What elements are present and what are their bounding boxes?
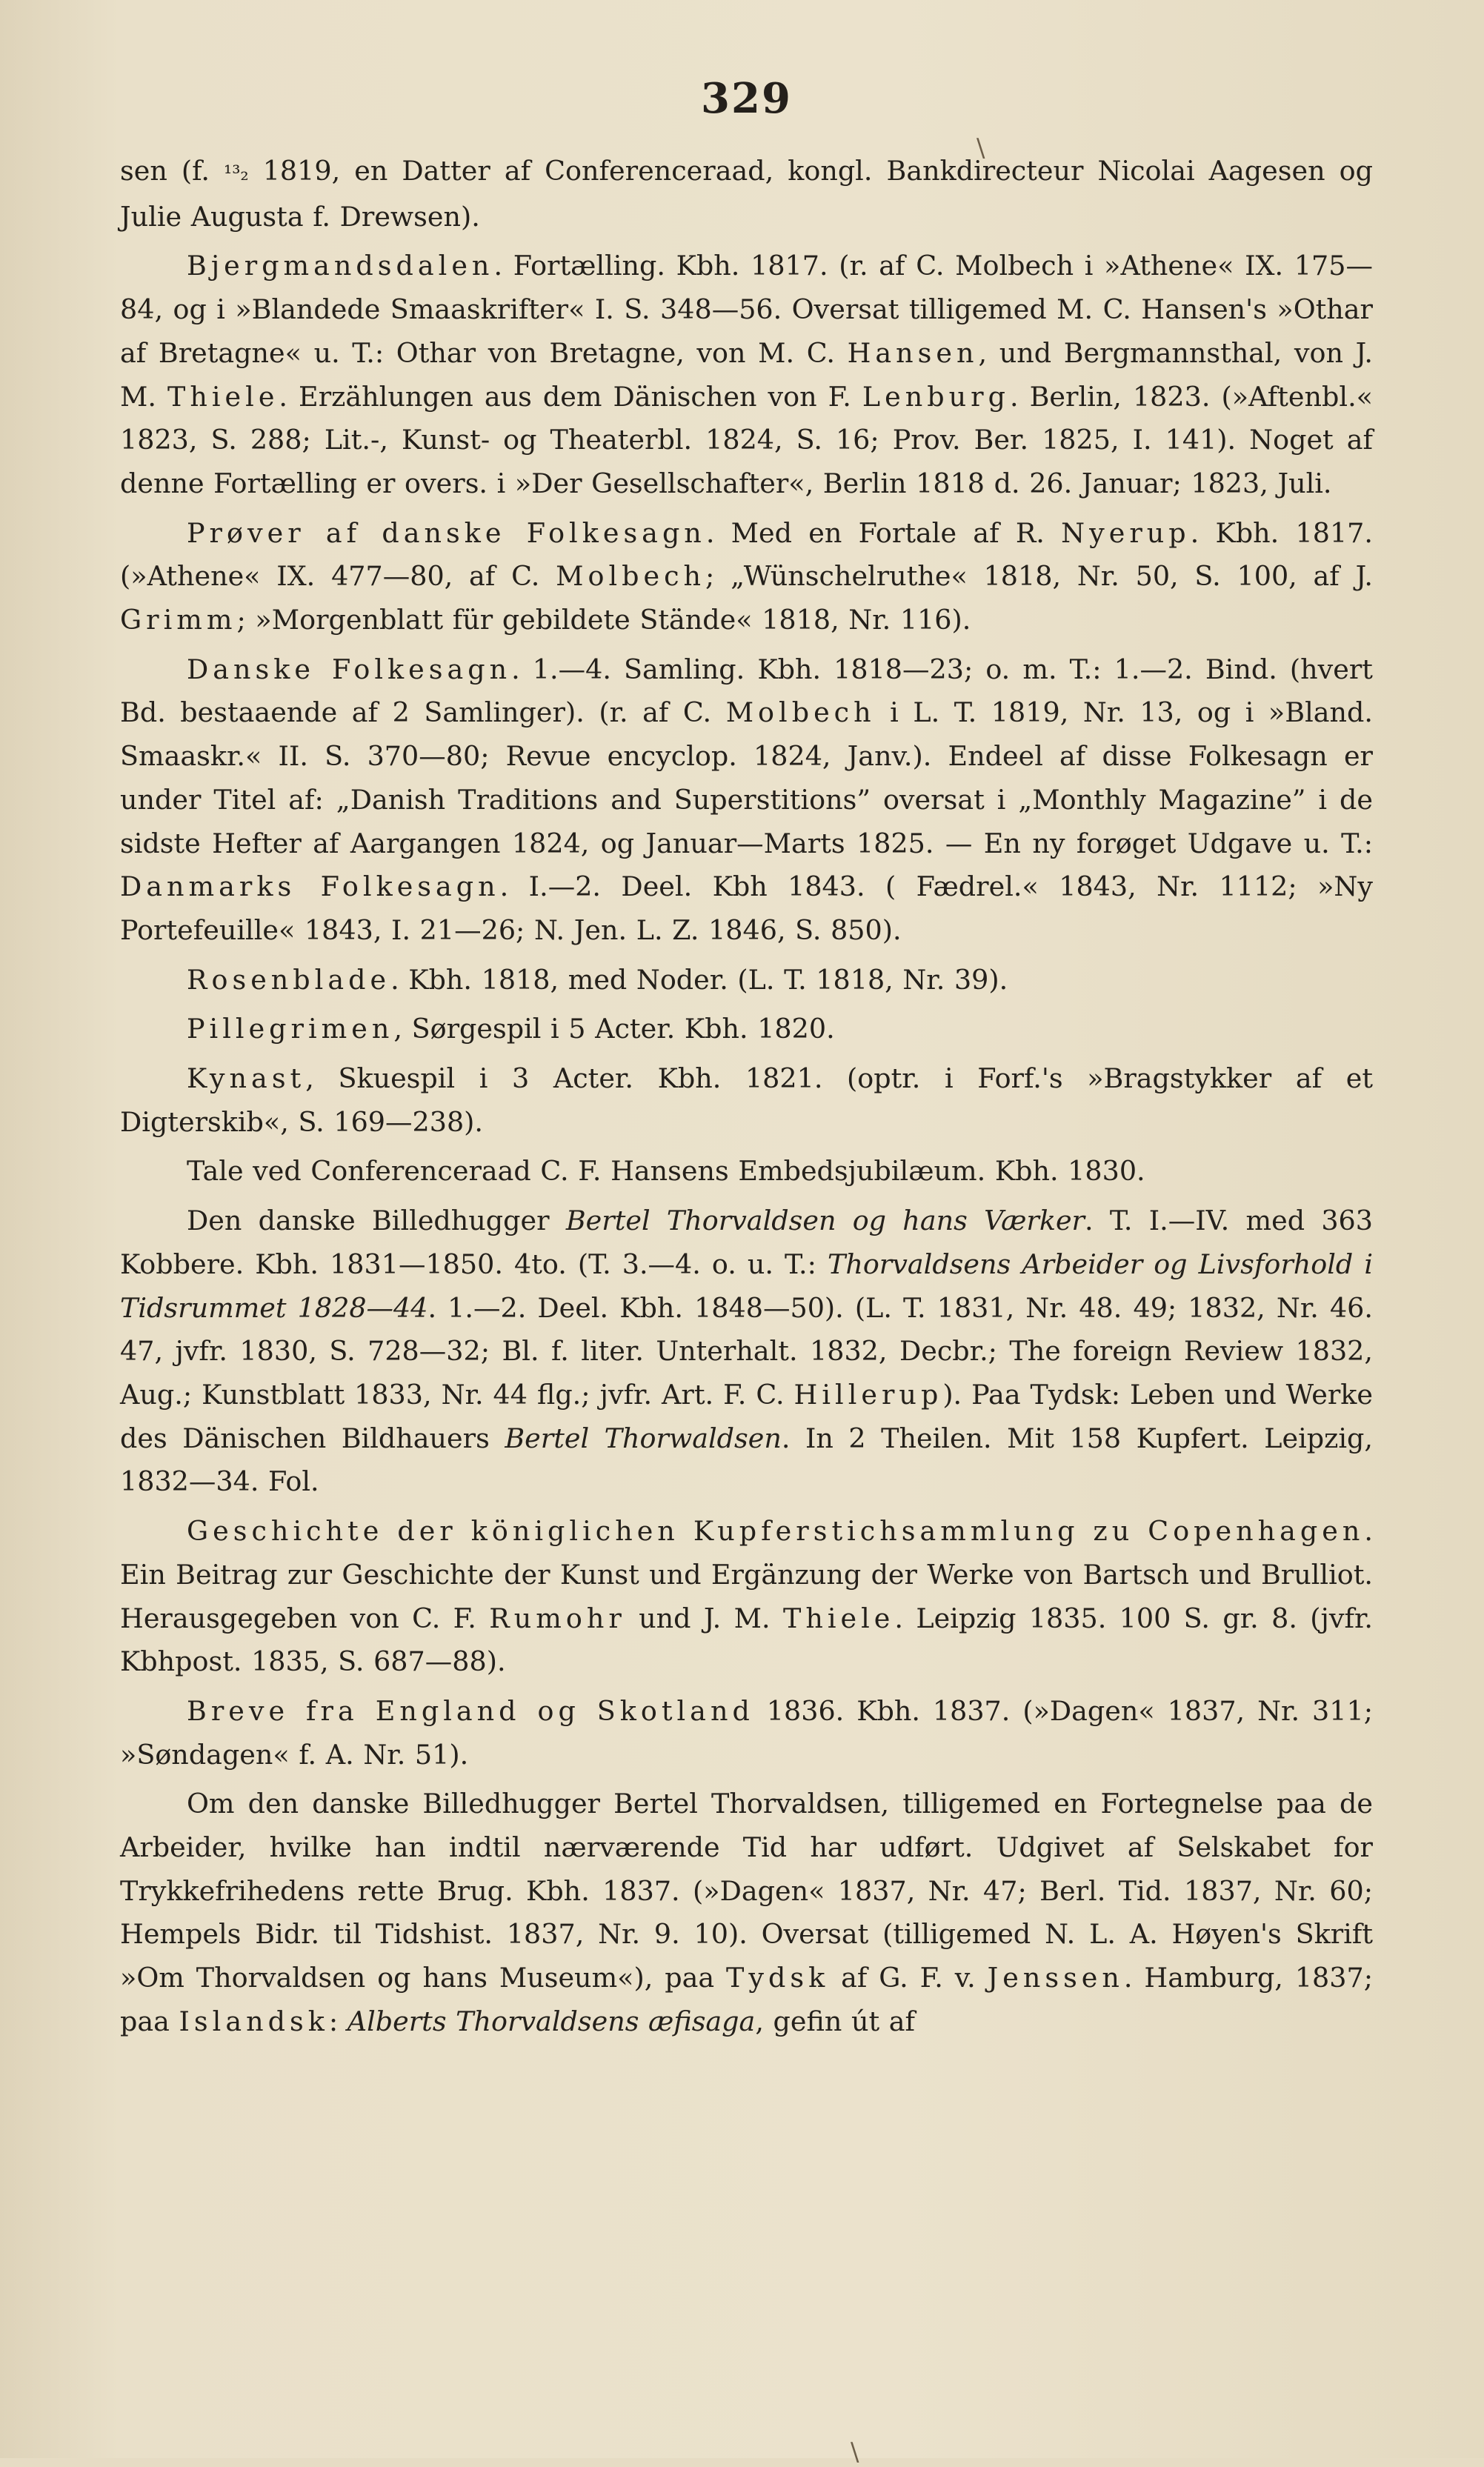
entry-text: , und Bergmannsthal, von J. M.: [120, 336, 1374, 413]
spaced-title: Jenssen: [987, 1962, 1124, 1994]
spaced-title: Thiele: [167, 380, 279, 413]
bibliography-entry: [120, 648, 1373, 953]
entry-text: af G. F. v.: [829, 1962, 988, 1994]
entry-text: . Ein Beitrag zur Geschichte der Kunst und Ergänzung der Werke von Bartsch und Brulliot. Herausgegeben von C. F.: [120, 1515, 1373, 1634]
entry-text: 1836. Kbh. 1837. (»Dagen« 1837, Nr. 311; »Søndagen« f. A. Nr. 51).: [120, 1694, 1373, 1771]
spaced-title: Islandsk: [179, 2005, 329, 2037]
entry-text: . Med en Fortale af R.: [705, 516, 1062, 549]
entry-text: . 1.—2. Deel. Kbh. 1848—50). (L. T. 1831, Nr. 48. 49; 1832, Nr. 46. 47, jvfr. 1830, S. 728—32; Bl. f. liter. Unterhalt. 1832, Decbr.; The foreign Review 1832, Aug.; Kunstblatt 1833, Nr. 44 flg.; jvfr. Art. F. C.: [120, 1291, 1373, 1411]
entry-text: Den danske Billedhugger: [187, 1205, 566, 1237]
bibliography-entry: [120, 959, 1373, 1002]
entry-text: Tale ved Conferenceraad C. F. Hansens Embedsjubilæum. Kbh. 1830.: [187, 1155, 1145, 1188]
italic-title: Thorvaldsens Arbeider og Livsforhold i Tidsrummet 1828—44: [120, 1248, 1374, 1324]
spaced-title: Grimm: [120, 604, 237, 636]
entry-text: und J. M.: [625, 1602, 783, 1634]
bibliography-entries: [120, 150, 1373, 2044]
spaced-title: Kynast: [187, 1062, 306, 1095]
bibliography-entry: [120, 1008, 1373, 1051]
spaced-title: Hillerup: [793, 1378, 943, 1411]
spaced-title: Thiele: [782, 1602, 895, 1634]
spaced-title: Danmarks Folkesagn: [120, 870, 500, 903]
entry-text: . T. I.—IV. med 363 Kobbere. Kbh. 1831—1850. 4to. (T. 3.—4. o. u. T.:: [120, 1205, 1373, 1280]
entry-text: sen (f.: [120, 155, 224, 187]
italic-title: Bertel Thorvaldsen og hans Værker: [565, 1205, 1085, 1237]
entry-text: , Sørgespil i 5 Acter. Kbh. 1820.: [393, 1013, 835, 1045]
spaced-title: Breve fra England og Skotland: [187, 1694, 754, 1727]
entry-text: , Skuespil i 3 Acter. Kbh. 1821. (optr. i Forf.'s »Bragstykker af et Digterskib«, S. 169—238).: [120, 1062, 1373, 1138]
bibliography-entry: [120, 1690, 1373, 1777]
italic-title: Alberts Thorvaldsens æfisaga: [347, 2005, 756, 2037]
spaced-title: Pillegrimen: [187, 1013, 394, 1045]
spaced-title: Rosenblade: [187, 963, 391, 996]
entry-text: . 1.—4. Samling. Kbh. 1818—23; o. m. T.: 1.—2. Bind. (hvert Bd. bestaaende af 2 Samlinger). (r. af C.: [120, 653, 1373, 729]
spaced-title: Lenburg: [862, 380, 1010, 413]
spaced-title: Molbech: [725, 696, 876, 729]
bibliography-entry: [120, 1150, 1373, 1193]
bibliography-entry: [120, 512, 1373, 642]
print-speck: \: [851, 2437, 859, 2467]
bibliography-entry: [120, 1782, 1373, 2043]
entry-text: . Kbh. 1818, med Noder. (L. T. 1818, Nr. 39).: [390, 963, 1008, 996]
spaced-title: Danske Folkesagn: [187, 653, 512, 685]
bibliography-entry: [120, 1057, 1373, 1144]
entry-text: ; „Wünschelruthe« 1818, Nr. 50, S. 100, af J.: [705, 560, 1373, 593]
entry-text: ). Paa Tydsk: Leben und Werke des Dänischen Bildhauers: [120, 1378, 1373, 1454]
entry-text: ; »Morgenblatt für gebildete Stände« 1818, Nr. 116).: [236, 604, 971, 636]
spaced-title: Nyerup: [1061, 516, 1191, 549]
entry-text: . Kbh. 1817. (»Athene« IX. 477—80, af C.: [120, 516, 1373, 593]
bibliography-entry: [120, 1199, 1373, 1504]
entry-text: 1819, en Datter af Conferenceraad, kongl. Bankdirecteur Nicolai Aagesen og Julie Augusta f. Drewsen).: [120, 155, 1373, 233]
entry-text: . Fortælling. Kbh. 1817. (r. af C. Molbech i »Athene« IX. 175—84, og i »Blandede Smaaskrifter« I. S. 348—56. Oversat tilligemed M. C. Hansen's »Othar af Bretagne« u. T.: Othar von Bretagne, von M. C.: [120, 250, 1373, 369]
entry-text: , gefin út af: [755, 2005, 915, 2037]
spaced-title: Rumohr: [489, 1602, 626, 1634]
entry-text: . Berlin, 1823. (»Aftenbl.« 1823, S. 288; Lit.-, Kunst- og Theaterbl. 1824, S. 16; Prov. Ber. 1825, I. 141). Noget af denne Fortælling er overs. i »Der Gesellschafter«, Berlin 1818 d. 26. Januar; 1823, Juli.: [120, 380, 1374, 499]
entry-text: . Erzählungen aus dem Dänischen von F.: [279, 380, 862, 413]
spaced-title: Prøver af danske Folkesagn: [187, 516, 706, 549]
spaced-title: Tydsk: [726, 1962, 830, 1994]
bibliography-entry: [120, 244, 1373, 505]
date-fraction: ¹³₂: [223, 161, 249, 185]
spaced-title: Geschichte der königlichen Kupferstichsammlung zu Copenhagen: [187, 1515, 1365, 1548]
entry-text: . In 2 Theilen. Mit 158 Kupfert. Leipzig, 1832—34. Fol.: [120, 1422, 1374, 1498]
spaced-title: Bjergmandsdalen: [187, 250, 494, 282]
spaced-title: Molbech: [556, 560, 706, 593]
print-speck: \: [976, 133, 985, 163]
italic-title: Bertel Thorwaldsen: [505, 1422, 782, 1454]
entry-text: . Hamburg, 1837; paa: [120, 1962, 1374, 2037]
page-number: 329: [701, 74, 792, 123]
entry-text: Om den danske Billedhugger Bertel Thorvaldsen, tilligemed en Fortegnelse paa de Arbeider, hvilke han indtil nærværende Tid har udført. Udgivet af Selskabet for Trykkefrihedens rette Brug. Kbh. 1837. (»Dagen« 1837, Nr. 47; Berl. Tid. 1837, Nr. 60; Hempels Bidr. til Tidshist. 1837, Nr. 9. 10). Oversat (tilligemed N. L. A. Høyen's Skrift »Om Thorvaldsen og hans Museum«), paa: [120, 1788, 1373, 1994]
bibliography-entry: [120, 1510, 1373, 1684]
bibliography-entry: [120, 150, 1373, 239]
spaced-title: Hansen: [847, 336, 979, 369]
entry-text: . I.—2. Deel. Kbh 1843. ( Fædrel.« 1843, Nr. 1112; »Ny Portefeuille« 1843, I. 21—26; N. Jen. L. Z. 1846, S. 850).: [120, 870, 1373, 946]
entry-text: . Leipzig 1835. 100 S. gr. 8. (jvfr. Kbhpost. 1835, S. 687—88).: [120, 1602, 1373, 1678]
entry-text: i L. T. 1819, Nr. 13, og i »Bland. Smaaskr.« II. S. 370—80; Revue encyclop. 1824, Janv.). Endeel af disse Folkesagn er under Titel af: „Danish Traditions and Superstitions” oversat i „Monthly Magazine” i de sidste Hefter af Aargangen 1824, og Januar—Marts 1825. — En ny forøget Udgave u. T.:: [120, 696, 1374, 859]
entry-text: :: [328, 2005, 347, 2037]
